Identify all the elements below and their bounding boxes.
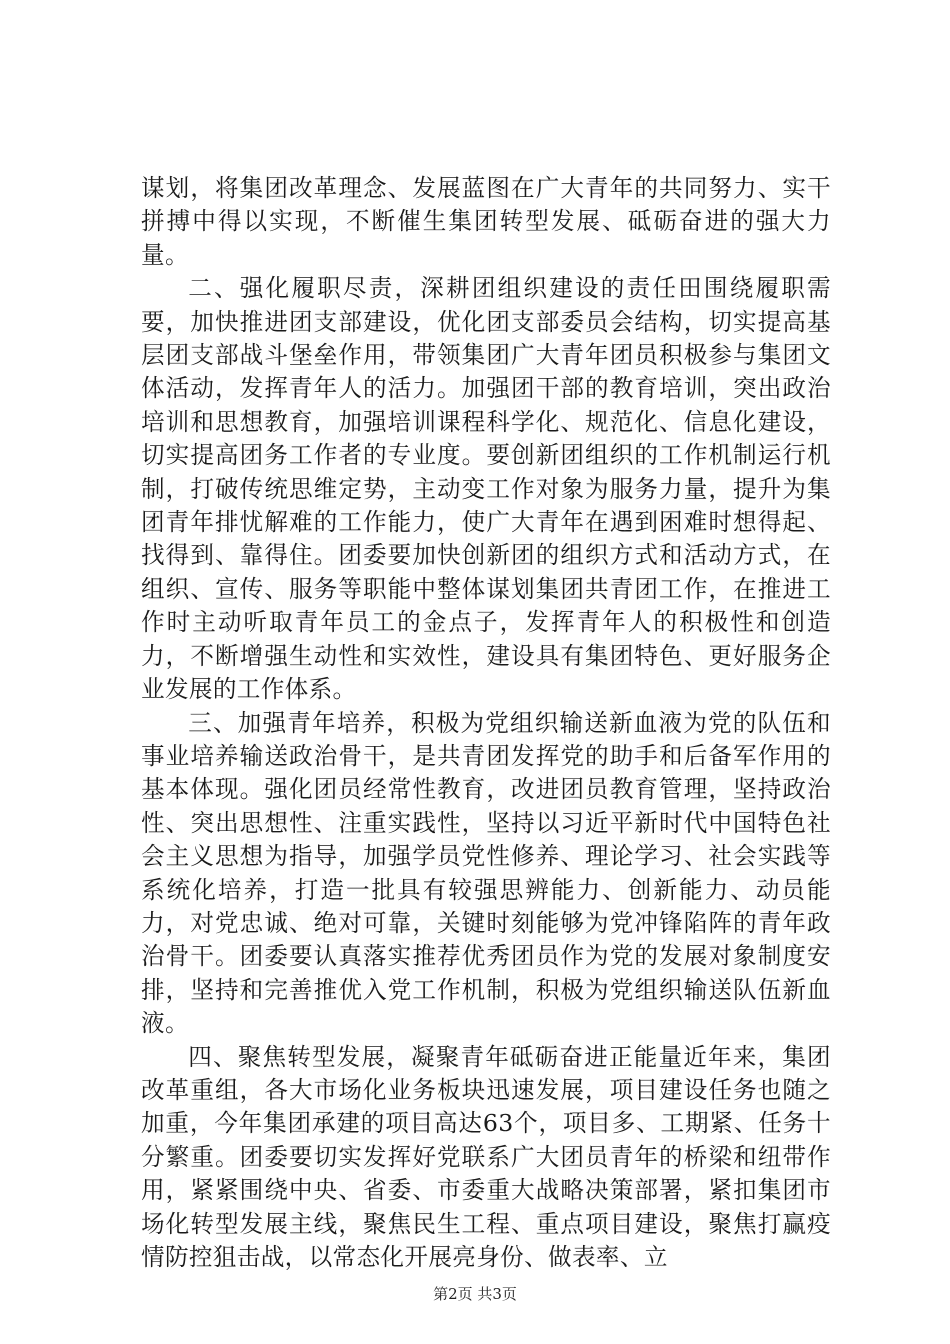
paragraph-continuation: 谋划，将集团改革理念、发展蓝图在广大青年的共同努力、实干拼搏中得以实现，不断催生集团转型发展、砥砺奋进的强大力量。 [141, 174, 831, 269]
page-number: 第2页 共3页 [433, 1285, 517, 1303]
paragraph-section-four: 四、聚焦转型发展，凝聚青年砥砺奋进正能量近年来，集团改革重组，各大市场化业务板块迅速发展，项目建设任务也随之加重，今年集团承建的项目高达63个，项目多、工期紧、任务十分繁重。团委要切实发挥好党联系广大团员青年的桥梁和纽带作用，紧紧围绕中央、省委、市委重大战略决策部署，紧扣集团市场化转型发展主线，聚焦民生工程、重点项目建设，聚焦打赢疫情防控狙击战，以常态化开展亮身份、做表率、立 [141, 1042, 831, 1271]
paragraph-section-three: 三、加强青年培养，积极为党组织输送新血液为党的队伍和事业培养输送政治骨干，是共青团发挥党的助手和后备军作用的基本体现。强化团员经常性教育，改进团员教育管理，坚持政治性、突出思想性、注重实践性，坚持以习近平新时代中国特色社会主义思想为指导，加强学员党性修养、理论学习、社会实践等系统化培养，打造一批具有较强思辨能力、创新能力、动员能力，对党忠诚、绝对可靠，关键时刻能够为党冲锋陷阵的青年政治骨干。团委要认真落实推荐优秀团员作为党的发展对象制度安排，坚持和完善推优入党工作机制，积极为党组织输送队伍新血液。 [141, 708, 831, 1038]
page-footer [0, 1283, 950, 1304]
paragraph-section-two: 二、强化履职尽责，深耕团组织建设的责任田围绕履职需要，加快推进团支部建设，优化团支部委员会结构，切实提高基层团支部战斗堡垒作用，带领集团广大青年团员积极参与集团文体活动，发挥青年人的活力。加强团干部的教育培训，突出政治培训和思想教育，加强培训课程科学化、规范化、信息化建设，切实提高团务工作者的专业度。要创新团组织的工作机制运行机制，打破传统思维定势，主动变工作对象为服务力量，提升为集团青年排忧解难的工作能力，使广大青年在遇到困难时想得起、找得到、靠得住。团委要加快创新团的组织方式和活动方式，在组织、宣传、服务等职能中整体谋划集团共青团工作，在推进工作时主动听取青年员工的金点子，发挥青年人的积极性和创造力，不断增强生动性和实效性，建设具有集团特色、更好服务企业发展的工作体系。 [141, 274, 831, 704]
document-body [141, 172, 831, 1274]
